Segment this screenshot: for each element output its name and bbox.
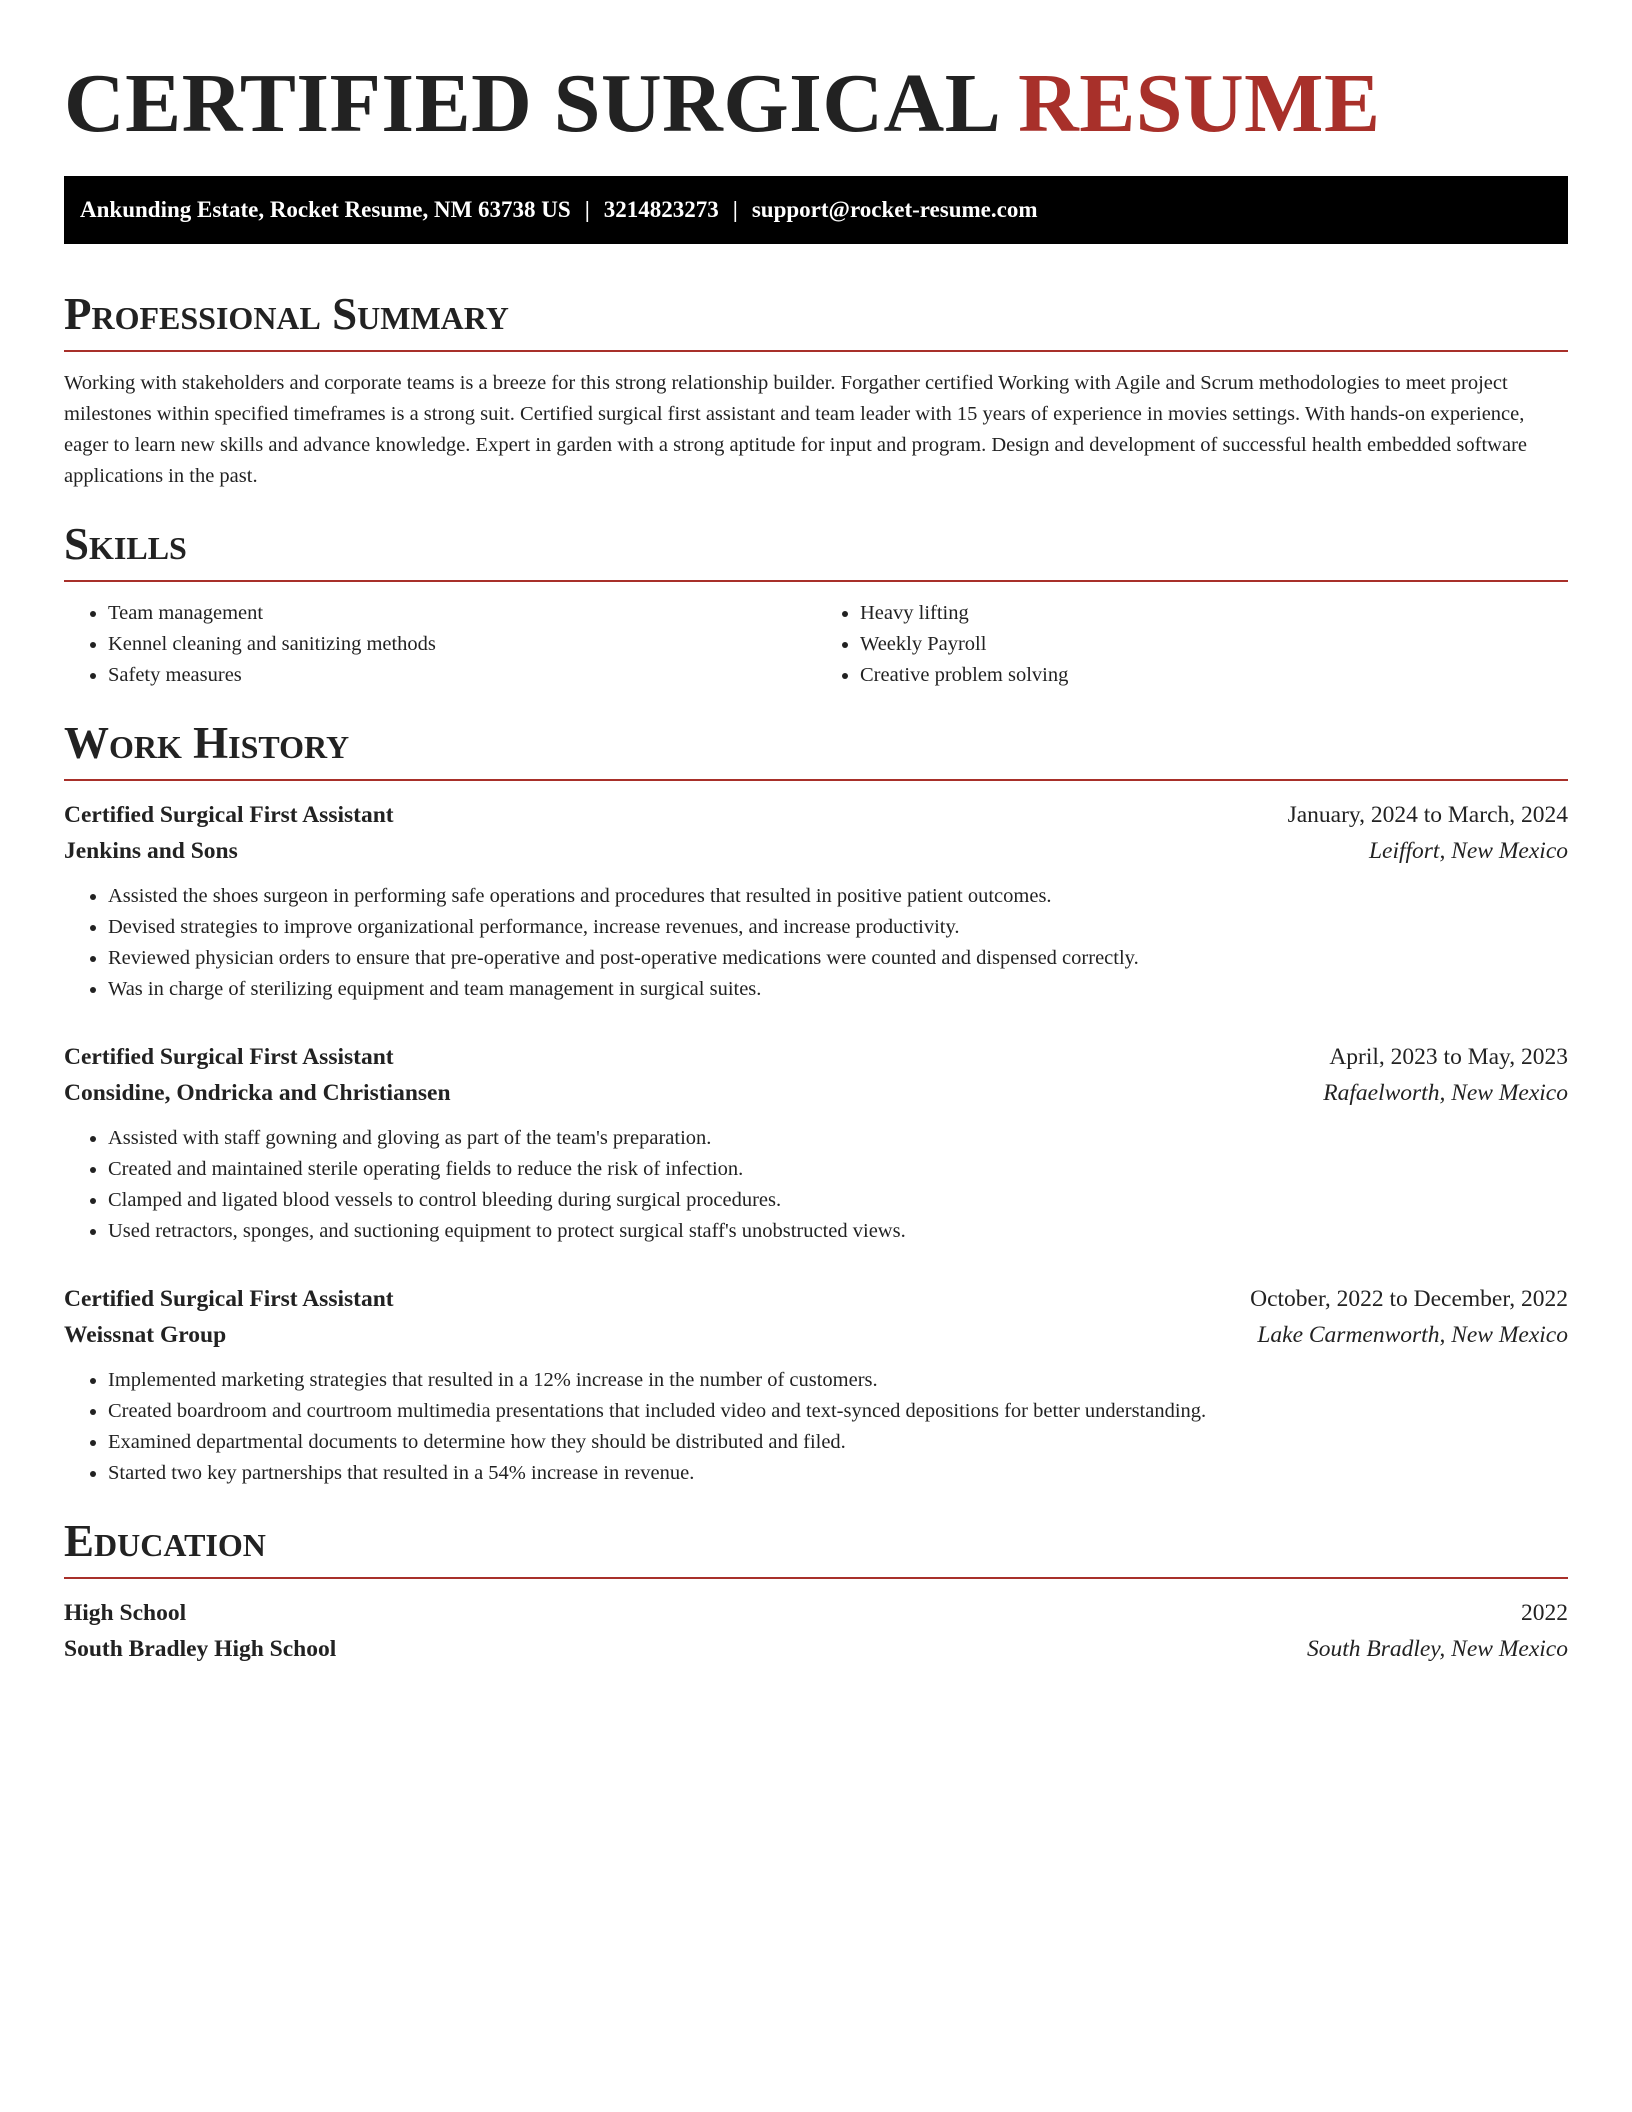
contact-address: Ankunding Estate, Rocket Resume, NM 63738 US	[80, 197, 571, 222]
job-title: Certified Surgical First Assistant	[64, 802, 394, 828]
skills-heading: Skills	[64, 518, 1568, 582]
job-duty: • Examined departmental documents to determine how they should be distributed and filed.	[108, 1427, 1568, 1458]
education-degree: High School	[64, 1600, 187, 1626]
job-duties	[64, 1365, 1568, 1489]
education-year: 2022	[1521, 1600, 1568, 1626]
job-duty: • Clamped and ligated blood vessels to control bleeding during surgical procedures.	[108, 1185, 1568, 1216]
job-duties	[64, 1123, 1568, 1247]
contact-separator: |	[732, 197, 738, 222]
job-duty: • Started two key partnerships that resulted in a 54% increase in revenue.	[108, 1458, 1568, 1489]
title-main: CERTIFIED SURGICAL	[64, 57, 997, 150]
skill-item: • Creative problem solving	[860, 660, 1568, 691]
job-company: Considine, Ondricka and Christiansen	[64, 1080, 451, 1106]
job-duty: • Used retractors, sponges, and suctioning equipment to protect surgical staff's unobstructed views.	[108, 1216, 1568, 1247]
job-dates: April, 2023 to May, 2023	[1329, 1044, 1568, 1070]
skill-item: • Safety measures	[108, 660, 816, 691]
work-history-heading: Work History	[64, 717, 1568, 781]
job-title: Certified Surgical First Assistant	[64, 1044, 394, 1070]
job-header-row	[64, 1281, 1568, 1317]
job-header-row	[64, 797, 1568, 833]
job-duty: • Assisted the shoes surgeon in performing safe operations and procedures that resulted in positive patient outcomes.	[108, 881, 1568, 912]
job-duty: • Was in charge of sterilizing equipment and team management in surgical suites.	[108, 974, 1568, 1005]
job-location: Rafaelworth, New Mexico	[1323, 1080, 1568, 1106]
job-title: Certified Surgical First Assistant	[64, 1286, 394, 1312]
contact-email: support@rocket-resume.com	[751, 197, 1038, 222]
job-duty: • Devised strategies to improve organizational performance, increase revenues, and increase productivity.	[108, 912, 1568, 943]
contact-separator: |	[584, 197, 590, 222]
skill-item: • Team management	[108, 598, 816, 629]
job-company-row	[64, 833, 1568, 869]
job-entry	[64, 797, 1568, 1005]
job-duty: • Assisted with staff gowning and gloving as part of the team's preparation.	[108, 1123, 1568, 1154]
job-dates: January, 2024 to March, 2024	[1287, 802, 1568, 828]
job-duty: • Reviewed physician orders to ensure that pre-operative and post-operative medications were counted and dispensed correctly.	[108, 943, 1568, 974]
job-company-row	[64, 1317, 1568, 1353]
title-accent: RESUME	[1018, 57, 1381, 150]
job-duty: • Created and maintained sterile operating fields to reduce the risk of infection.	[108, 1154, 1568, 1185]
skills-column-right	[816, 598, 1568, 691]
summary-text: Working with stakeholders and corporate teams is a breeze for this strong relationship builder. Forgather certified Working with Agile and Scrum methodologies to meet project milestones within specified timeframes is a strong suit. Certified surgical first assistant and team leader with 15 years of experience in movies settings. With hands-on experience, eager to learn new skills and advance knowledge. Expert in garden with a strong aptitude for input and program. Design and development of successful health embedded software applications in the past.	[64, 372, 1528, 487]
job-duty: • Created boardroom and courtroom multimedia presentations that included video and text-synced depositions for better understanding.	[108, 1396, 1568, 1427]
education-entry	[64, 1595, 1568, 1667]
education-degree-row	[64, 1595, 1568, 1631]
skills-list	[64, 598, 1568, 691]
education-school-row	[64, 1631, 1568, 1667]
job-company: Weissnat Group	[64, 1322, 227, 1348]
skill-item: • Heavy lifting	[860, 598, 1568, 629]
resume-title	[64, 56, 1568, 152]
contact-phone: 3214823273	[603, 197, 719, 222]
job-duties	[64, 881, 1568, 1005]
job-entry	[64, 1281, 1568, 1489]
job-header-row	[64, 1039, 1568, 1075]
skill-item: • Kennel cleaning and sanitizing methods	[108, 629, 816, 660]
job-company: Jenkins and Sons	[64, 838, 238, 864]
skills-column-left	[64, 598, 816, 691]
job-dates: October, 2022 to December, 2022	[1250, 1286, 1568, 1312]
contact-bar	[64, 176, 1568, 244]
job-location: Leiffort, New Mexico	[1368, 838, 1568, 864]
summary-heading: Professional Summary	[64, 288, 1568, 352]
skill-item: • Weekly Payroll	[860, 629, 1568, 660]
education-location: South Bradley, New Mexico	[1306, 1636, 1568, 1662]
job-entry	[64, 1039, 1568, 1247]
education-school: South Bradley High School	[64, 1636, 337, 1662]
job-company-row	[64, 1075, 1568, 1111]
job-duty: • Implemented marketing strategies that resulted in a 12% increase in the number of customers.	[108, 1365, 1568, 1396]
education-heading: Education	[64, 1515, 1568, 1579]
job-location: Lake Carmenworth, New Mexico	[1257, 1322, 1568, 1348]
